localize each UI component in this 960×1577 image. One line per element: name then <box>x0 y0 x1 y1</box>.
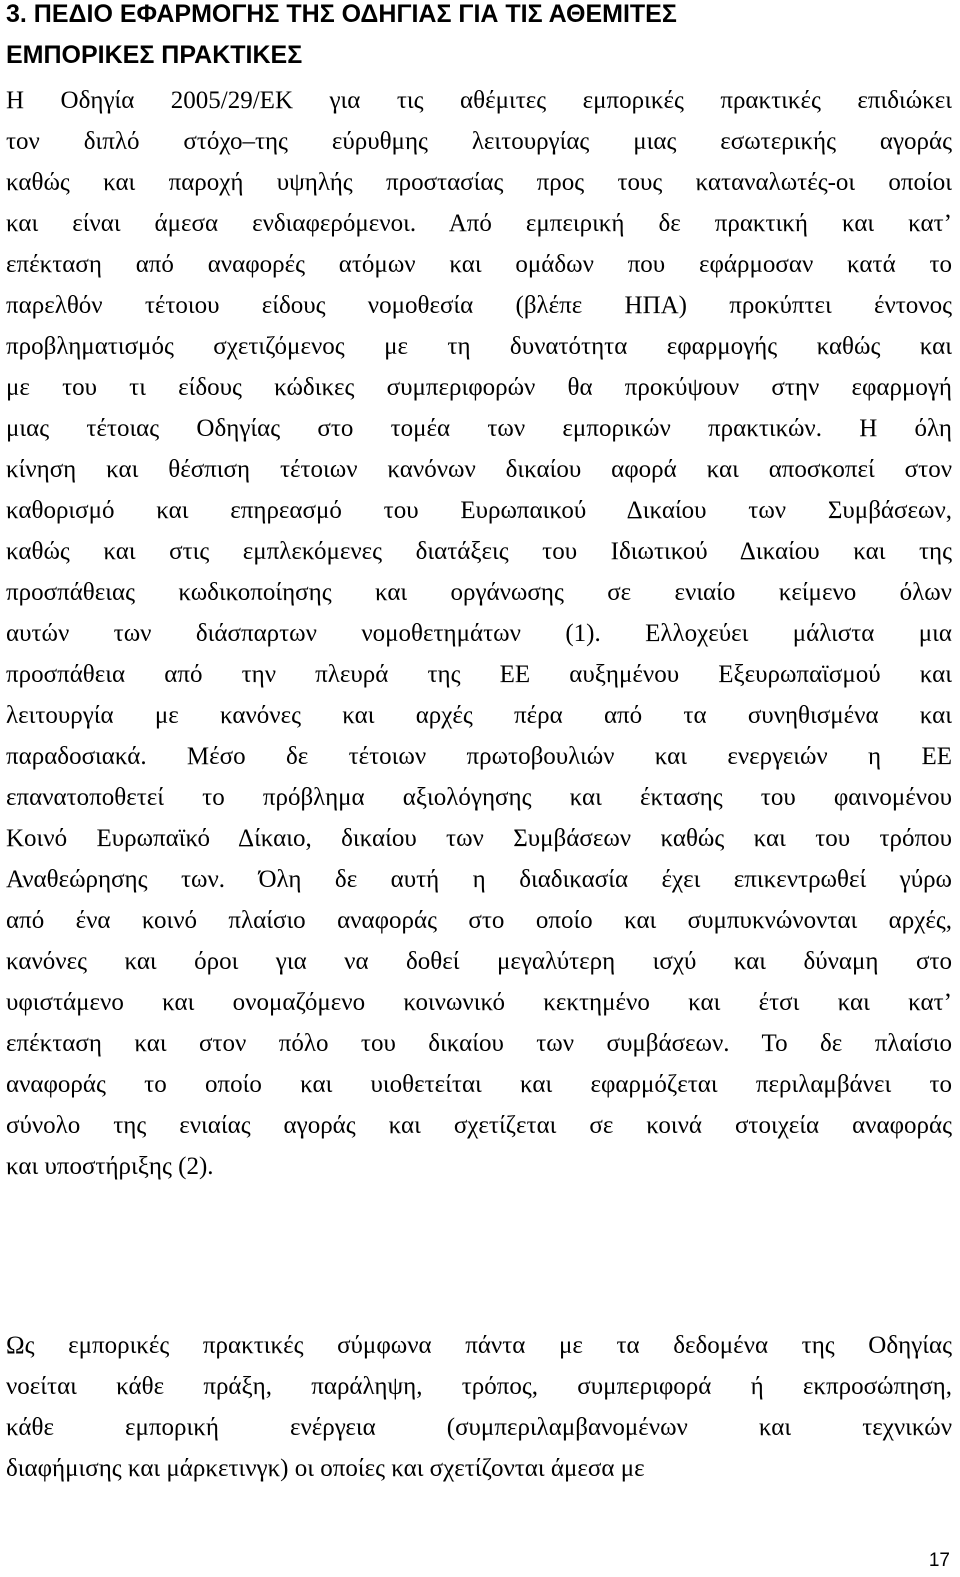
text-line: Αναθεώρησης των. Όλη δε αυτή η διαδικασία έχει επικεντρωθεί γύρω <box>6 866 952 893</box>
text-line: μιας τέτοιας Οδηγίας στο τομέα των εμπορικών πρακτικών. Η όλη <box>6 415 952 442</box>
text-line: καθώς και παροχή υψηλής προστασίας προς τους καταναλωτές-οι οποίοι <box>6 169 952 196</box>
text-line: παρελθόν τέτοιου είδους νομοθεσία (βλέπε ΗΠΑ) προκύπτει έντονος <box>6 292 952 319</box>
text-line: σύνολο της ενιαίας αγοράς και σχετίζεται σε κοινά στοιχεία αναφοράς <box>6 1112 952 1139</box>
text-line: επέκταση από αναφορές ατόμων και ομάδων που εφάρμοσαν κατά το <box>6 251 952 278</box>
section-heading-line-2: ΕΜΠΟΡΙΚΕΣ ΠΡΑΚΤΙΚΕΣ <box>6 41 303 69</box>
text-line: λειτουργία με κανόνες και αρχές πέρα από τα συνηθισμένα και <box>6 702 952 729</box>
text-line: αναφοράς το οποίο και υιοθετείται και εφαρμόζεται περιλαμβάνει το <box>6 1071 952 1098</box>
text-line: με του τι είδους κώδικες συμπεριφορών θα προκύψουν στην εφαρμογή <box>6 374 952 401</box>
text-line: παραδοσιακά. Μέσο δε τέτοιων πρωτοβουλιών και ενεργειών η ΕΕ <box>6 743 952 770</box>
text-line: καθώς και στις εμπλεκόμενες διατάξεις του Ιδιωτικού Δικαίου και της <box>6 538 952 565</box>
text-line: κάθε εμπορική ενέργεια (συμπεριλαμβανομένων και τεχνικών <box>6 1414 952 1441</box>
page-number: 17 <box>928 1550 950 1571</box>
body-paragraph-2 <box>6 1325 952 1489</box>
text-line: και είναι άμεσα ενδιαφερόμενοι. Από εμπειρική δε πρακτική και κατ’ <box>6 210 952 237</box>
text-line: επανατοποθετεί το πρόβλημα αξιολόγησης και έκτασης του φαινομένου <box>6 784 952 811</box>
text-line: διαφήμισης και μάρκετινγκ) οι οποίες και σχετίζονται άμεσα με <box>6 1455 645 1482</box>
text-line: Κοινό Ευρωπαϊκό Δίκαιο, δικαίου των Συμβάσεων καθώς και του τρόπου <box>6 825 952 852</box>
section-heading-line-1: 3. ΠΕΔΙΟ ΕΦΑΡΜΟΓΗΣ ΤΗΣ ΟΔΗΓΙΑΣ ΓΙΑ ΤΙΣ ΑΘΕΜΙΤΕΣ <box>6 0 677 28</box>
text-line: και υποστήριξης (2). <box>6 1153 214 1180</box>
text-line: τον διπλό στόχο–της εύρυθμης λειτουργίας μιας εσωτερικής αγοράς <box>6 128 952 155</box>
text-line: προσπάθεια από την πλευρά της ΕΕ αυξημένου Εξευρωπαϊσμού και <box>6 661 952 688</box>
text-line: προσπάθειας κωδικοποίησης και οργάνωσης σε ενιαίο κείμενο όλων <box>6 579 952 606</box>
section-heading <box>6 0 956 76</box>
text-line: κανόνες και όροι για να δοθεί μεγαλύτερη ισχύ και δύναμη στο <box>6 948 952 975</box>
body-paragraph-1 <box>6 80 952 1187</box>
text-line: προβληματισμός σχετιζόμενος με τη δυνατότητα εφαρμογής καθώς και <box>6 333 952 360</box>
text-line: Η Οδηγία 2005/29/ΕΚ για τις αθέμιτες εμπορικές πρακτικές επιδιώκει <box>6 87 952 114</box>
text-line: από ένα κοινό πλαίσιο αναφοράς στο οποίο και συμπυκνώνονται αρχές, <box>6 907 952 934</box>
text-line: υφιστάμενο και ονομαζόμενο κοινωνικό κεκτημένο και έτσι και κατ’ <box>6 989 952 1016</box>
text-line: αυτών των διάσπαρτων νομοθετημάτων (1). Ελλοχεύει μάλιστα μια <box>6 620 952 647</box>
text-line: Ως εμπορικές πρακτικές σύμφωνα πάντα με τα δεδομένα της Οδηγίας <box>6 1332 952 1359</box>
text-line: κίνηση και θέσπιση τέτοιων κανόνων δικαίου αφορά και αποσκοπεί στον <box>6 456 952 483</box>
text-line: επέκταση και στον πόλο του δικαίου των συμβάσεων. Το δε πλαίσιο <box>6 1030 952 1057</box>
text-line: καθορισμό και επηρεασμό του Ευρωπαικού Δικαίου των Συμβάσεων, <box>6 497 952 524</box>
text-line: νοείται κάθε πράξη, παράληψη, τρόπος, συμπεριφορά ή εκπροσώπηση, <box>6 1373 952 1400</box>
